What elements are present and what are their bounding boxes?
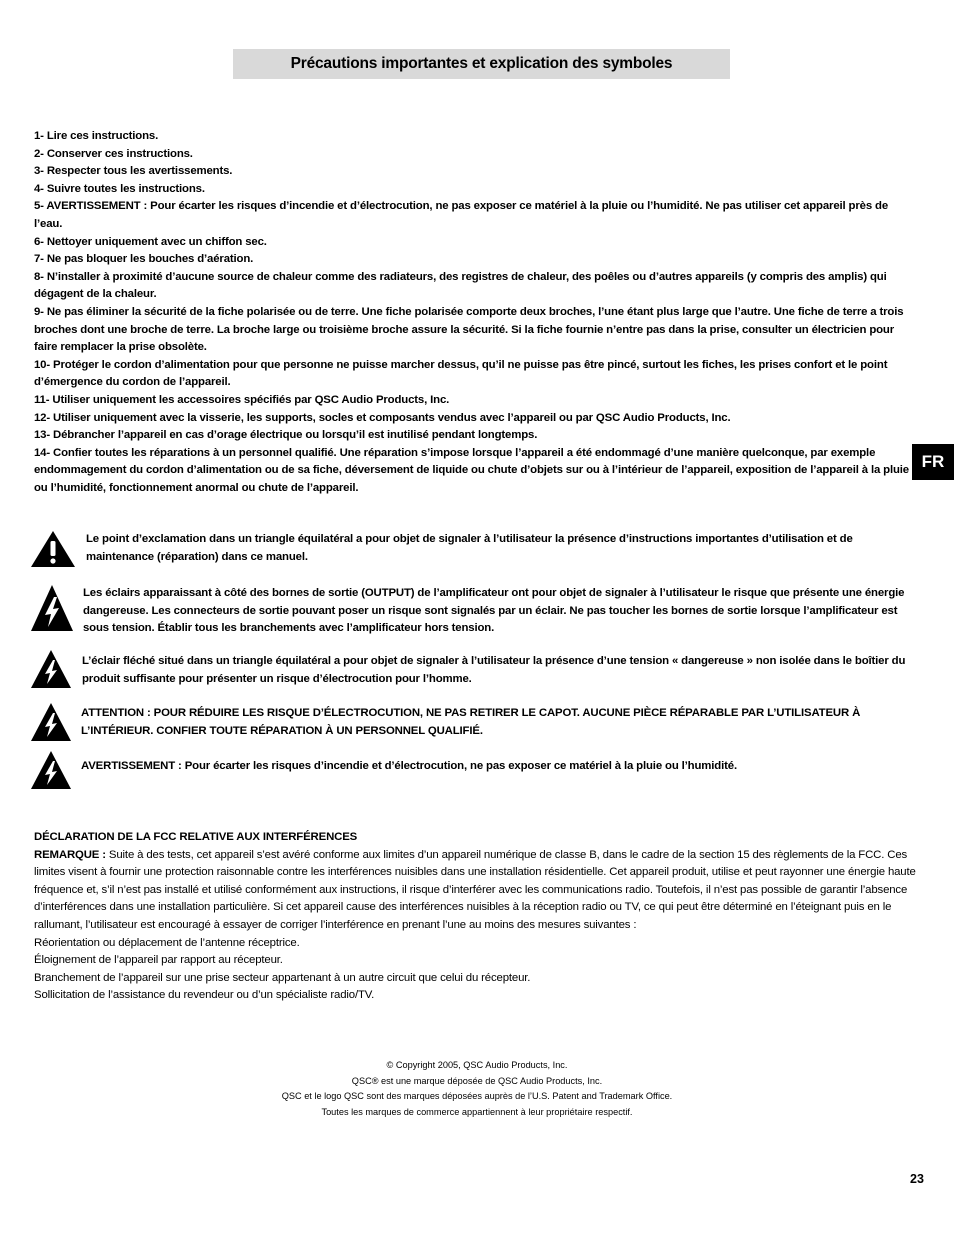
symbol-text: AVERTISSEMENT : Pour écarter les risques d’incendie et d’électrocution, ne pas exposer ce matériel à la pluie ou l’humidité.	[81, 760, 737, 772]
copyright-line: © Copyright 2005, QSC Audio Products, Inc.	[386, 1060, 568, 1070]
instruction-item: 7- Ne pas bloquer les bouches d’aération.	[34, 253, 254, 266]
symbol-text: ATTENTION : POUR RÉDUIRE LES RISQUE D’ÉLECTROCUTION, NE PAS RETIRER LE CAPOT. AUCUNE PIÈCE RÉPARABLE PAR L’UTILISATEUR À L’INTÉRIEUR. CONFIER TOUTE RÉPARATION À UN PERSONNEL QUALIFIÉ.	[81, 707, 861, 737]
symbol-text: L’éclair fléché situé dans un triangle équilatéral a pour objet de signaler à l’utilisateur la présence d’une tension « dangereuse » non isolée dans le boîtier du produit suffisante pour présenter un risque d’électrocution pour l’homme.	[82, 655, 906, 685]
lightning-bolt-icon	[31, 585, 73, 631]
copyright-line: Toutes les marques de commerce appartiennent à leur propriétaire respectif.	[321, 1106, 633, 1117]
language-tab	[912, 444, 954, 480]
instruction-item: 13- Débrancher l’appareil en cas d’orage électrique ou lorsqu’il est inutilisé pendant longtemps.	[34, 429, 538, 442]
fcc-measure: Éloignement de l’appareil par rapport au récepteur.	[34, 954, 283, 967]
copyright-line: QSC® est une marque déposée de QSC Audio Products, Inc.	[351, 1075, 603, 1086]
copyright-line: QSC et le logo QSC sont des marques déposées auprès de l’U.S. Patent and Trademark Office.	[281, 1091, 673, 1101]
lightning-triangle-icon	[31, 650, 71, 688]
instruction-item: 14- Confier toutes les réparations à un personnel qualifié. Une réparation s’impose lorsque l’appareil a été endommagé d’une manière quelconque, par exemple endommagement du cordon d’alimentation ou de sa fiche, déversement de liquide ou chute d’objets sur ou à l’intérieur de l’appareil, exposition de l’appareil à la pluie ou l’humidité, fonctionnement anormal ou chute de l’appareil.	[34, 446, 909, 494]
instruction-item: 12- Utiliser uniquement avec la visserie, les supports, socles et composants vendus avec l’appareil ou par QSC Audio Products, Inc.	[34, 411, 731, 424]
instruction-item: 6- Nettoyer uniquement avec un chiffon sec.	[34, 235, 267, 248]
fcc-body: Suite à des tests, cet appareil s’est avéré conforme aux limites d’un appareil numérique de classe B, dans le cadre de la section 15 des règlements de la FCC. Ces limites visent à fournir une protection raisonnable contre les interférences nuisibles dans une installation résidentielle. Cet appareil produit, utilise et peut rayonner une énergie haute fréquence et, s’il n’est pas installé et utilisé conformément aux instructions, il risque d’interférer avec les communications radio. Toutefois, il n’est pas possible de garantir l’absence d’interférences dans une installation particulière. Si cet appareil cause des interférences nuisibles à la réception radio ou TV, ce qui peut être déterminé en l’éteignant puis en le rallumant, l’utilisateur est encouragé à essayer de corriger l’interférence en prenant l’une au moins des mesures suivantes :	[34, 848, 916, 931]
page-title	[233, 49, 730, 79]
language-tab-label: FR	[921, 452, 945, 471]
instruction-item: 11- Utiliser uniquement les accessoires spécifiés par QSC Audio Products, Inc.	[34, 393, 450, 406]
fcc-measure: Réorientation ou déplacement de l’antenne réceptrice.	[34, 936, 300, 949]
fcc-measure: Sollicitation de l’assistance du revendeur ou d’un spécialiste radio/TV.	[34, 989, 375, 1002]
fcc-paragraph	[34, 847, 918, 935]
symbol-text: Les éclairs apparaissant à côté des bornes de sortie (OUTPUT) de l’amplificateur ont pour objet de signaler à l’utilisateur le risque que présente une énergie dangereuse. Les connecteurs de sortie pouvant poser un risque sont signalés par un éclair. Ne pas toucher les bornes de sortie lorsque l’amplificateur est sous tension. Établir tous les branchements avec l’amplificateur hors tension.	[83, 587, 905, 635]
instruction-item: 3- Respecter tous les avertissements.	[34, 165, 233, 178]
instruction-item: 8- N’installer à proximité d’aucune source de chaleur comme des radiateurs, des registres de chaleur, des poêles ou d’autres appareils (y compris des amplis) qui dégagent de la chaleur.	[34, 270, 887, 301]
symbol-text: Le point d’exclamation dans un triangle équilatéral a pour objet de signaler à l’utilisateur la présence d’instructions importantes d’utilisation et de maintenance (réparation) dans ce manuel.	[86, 533, 853, 563]
instruction-item: 1- Lire ces instructions.	[34, 130, 159, 142]
page-title-text: Précautions importantes et explication des symboles	[290, 55, 673, 72]
instruction-item: 2- Conserver ces instructions.	[34, 147, 193, 160]
fcc-lead: REMARQUE :	[34, 848, 106, 861]
lightning-triangle-icon	[31, 703, 71, 741]
page-number: 23	[910, 1172, 924, 1186]
instruction-item: 9- Ne pas éliminer la sécurité de la fiche polarisée ou de terre. Une fiche polarisée comporte deux broches, l’une étant plus large que l’autre. Une fiche de terre a trois broches dont une broche de terre. La broche large ou troisième broche assure la sécurité. Si la fiche fournie n’entre pas dans la prise, consulter un électricien pour faire remplacer la prise obsolète.	[34, 305, 904, 354]
instruction-item: 5- AVERTISSEMENT : Pour écarter les risques d’incendie et d’électrocution, ne pas exposer ce matériel à la pluie ou l’humidité. Ne pas utiliser cet appareil près de l’eau.	[34, 200, 889, 230]
exclamation-triangle-icon	[31, 531, 75, 567]
instruction-item: 10- Protéger le cordon d’alimentation pour que personne ne puisse marcher dessus, qu’il ne puisse pas être pincé, surtout les fiches, les prises confort et le point d’émergence du cordon de l’appareil.	[34, 358, 888, 389]
instructions-list	[34, 128, 918, 497]
fcc-heading: DÉCLARATION DE LA FCC RELATIVE AUX INTERFÉRENCES	[34, 831, 358, 843]
fcc-statement	[34, 829, 918, 1005]
lightning-triangle-icon	[31, 751, 71, 789]
instruction-item: 4- Suivre toutes les instructions.	[34, 182, 205, 195]
fcc-measure: Branchement de l’appareil sur une prise secteur appartenant à un autre circuit que celui du récepteur.	[34, 971, 531, 984]
copyright-block	[0, 1058, 954, 1120]
